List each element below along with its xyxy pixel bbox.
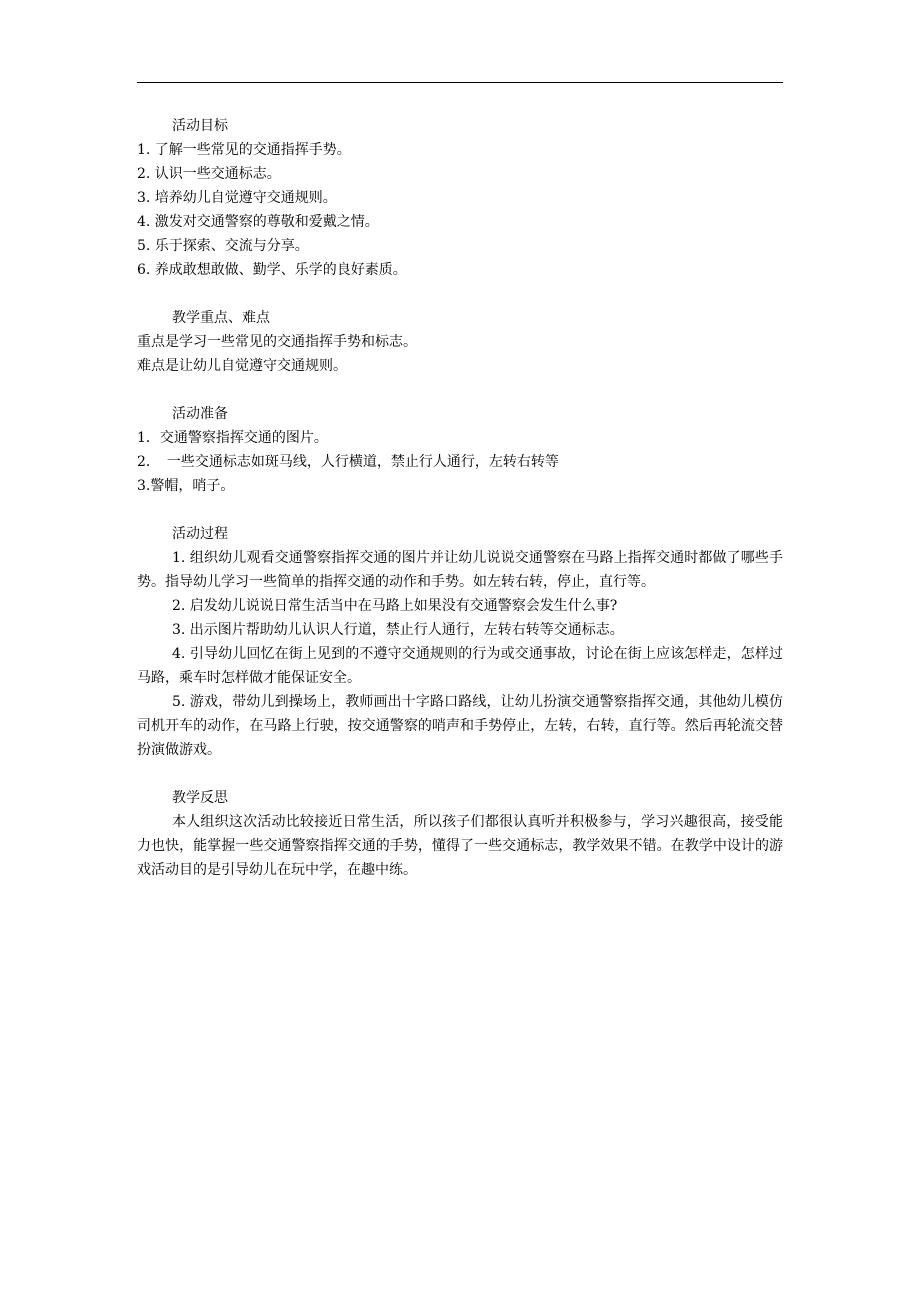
process-step: 1. 组织幼儿观看交通警察指挥交通的图片并让幼儿说说交通警察在马路上指挥交通时都做了哪些手势。指导幼儿学习一些简单的指挥交通的动作和手势。如左转右转，停止，直行等。: [137, 550, 783, 590]
goal-item: 3. 培养幼儿自觉遵守交通规则。: [137, 190, 337, 206]
section-heading: 活动目标: [172, 118, 228, 134]
spacer: [137, 378, 783, 402]
goal-item: 6. 养成敢想敢做、勤学、乐学的良好素质。: [137, 262, 407, 278]
spacer: [137, 282, 783, 306]
document-body: [137, 114, 783, 882]
process-step: 2. 启发幼儿说说日常生活当中在马路上如果没有交通警察会发生什么事?: [172, 598, 618, 614]
goal-item: 1. 了解一些常见的交通指挥手势。: [137, 142, 351, 158]
process-step: 5. 游戏，带幼儿到操场上，教师画出十字路口路线，让幼儿扮演交通警察指挥交通，其他幼儿模仿司机开车的动作，在马路上行驶，按交通警察的哨声和手势停止，左转，右转，直行等。然后再轮流交替扮演做游戏。: [137, 694, 783, 758]
section-heading: 活动过程: [172, 526, 228, 542]
key-point-item: 难点是让幼儿自觉遵守交通规则。: [137, 358, 347, 374]
preparation-item: 2． 一些交通标志如斑马线，人行横道，禁止行人通行，左转右转等: [137, 454, 559, 470]
preparation-item: 3.警帽，哨子。: [137, 478, 235, 494]
header-rule: [137, 82, 783, 83]
spacer: [137, 498, 783, 522]
reflection-section: [137, 786, 783, 882]
reflection-text: 本人组织这次活动比较接近日常生活，所以孩子们都很认真听并积极参与，学习兴趣很高，接受能力也快，能掌握一些交通警察指挥交通的手势，懂得了一些交通标志，教学效果不错。在教学中设计的游戏活动目的是引导幼儿在玩中学，在趣中练。: [137, 814, 783, 878]
goal-item: 5. 乐于探索、交流与分享。: [137, 238, 309, 254]
key-point-item: 重点是学习一些常见的交通指挥手势和标志。: [137, 334, 417, 350]
goal-item: 4. 激发对交通警察的尊敬和爱戴之情。: [137, 214, 379, 230]
process-step: 4. 引导幼儿回忆在街上见到的不遵守交通规则的行为或交通事故，讨论在街上应该怎样走，怎样过马路，乘车时怎样做才能保证安全。: [137, 646, 783, 686]
spacer: [137, 762, 783, 786]
section-heading: 教学重点、难点: [172, 310, 270, 326]
goals-section: [137, 114, 783, 282]
goal-item: 2. 认识一些交通标志。: [137, 166, 281, 182]
process-section: [137, 522, 783, 762]
process-step: 3. 出示图片帮助幼儿认识人行道，禁止行人通行，左转右转等交通标志。: [172, 622, 624, 638]
preparation-item: 1．交通警察指挥交通的图片。: [137, 430, 328, 446]
section-heading: 教学反思: [172, 790, 228, 806]
preparation-section: [137, 402, 783, 498]
section-heading: 活动准备: [172, 406, 228, 422]
key-points-section: [137, 306, 783, 378]
